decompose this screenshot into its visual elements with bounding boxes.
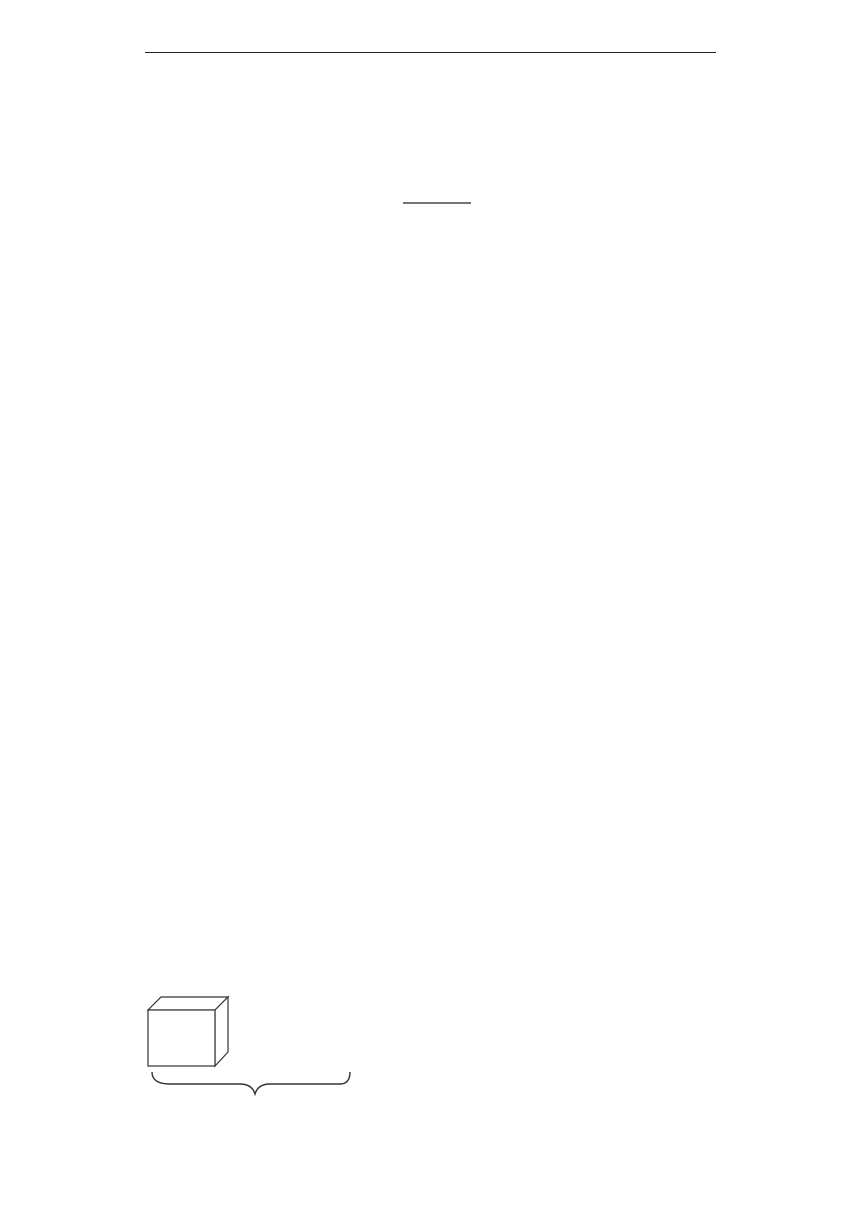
bracket-brace bbox=[152, 1072, 350, 1094]
q26-sticks-figure bbox=[140, 105, 485, 295]
box-shape bbox=[148, 997, 228, 1066]
header-rule bbox=[145, 52, 716, 53]
q33-figure bbox=[140, 980, 380, 1135]
